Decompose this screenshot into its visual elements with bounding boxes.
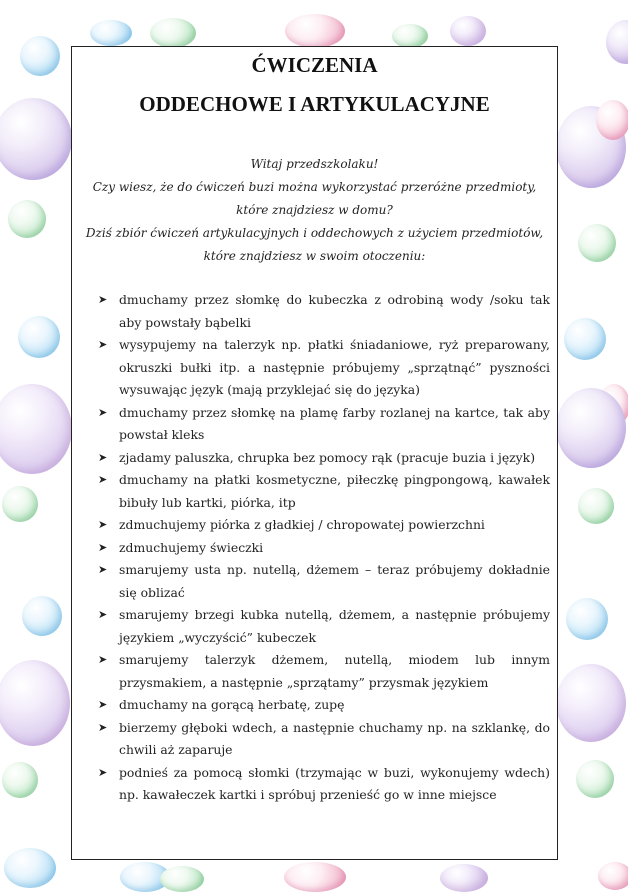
bubble-decoration — [2, 486, 38, 522]
bubble-decoration — [90, 20, 132, 46]
list-item-text: dmuchamy na płatki kosmetyczne, piłeczkę pingpongową, kawałek bibuły lub kartki, piórka, itp — [119, 472, 550, 510]
page-title: ĆWICZENIA — [251, 53, 378, 77]
list-item — [98, 334, 550, 402]
bubble-decoration — [0, 98, 72, 180]
bubble-decoration — [450, 16, 486, 46]
bubble-decoration — [2, 762, 38, 798]
intro-line: które znajdziesz w swoim otoczeniu: — [203, 249, 426, 263]
list-item-text: wysypujemy na talerzyk np. płatki śniadaniowe, ryż preparowany, okruszki bułki itp. a następnie próbujemy „sprzątnąć” pyszności wysuwając język (mają przyklejać się do języka) — [119, 337, 550, 397]
arrowhead-bullet-icon: ➤ — [98, 293, 108, 306]
intro-line: Witaj przedszkolaku! — [250, 157, 379, 171]
arrowhead-bullet-icon: ➤ — [98, 765, 108, 779]
bubble-decoration — [440, 864, 488, 892]
arrowhead-bullet-icon: ➤ — [98, 450, 108, 464]
bubble-decoration — [284, 862, 346, 892]
list-item-text: dmuchamy przez słomkę na plamę farby rozlanej na kartce, tak aby powstał kleks — [119, 404, 550, 442]
list-item-text: dmuchamy na gorącą herbatę, zupę — [119, 697, 345, 712]
intro-text — [72, 153, 557, 268]
bubble-decoration — [18, 316, 60, 358]
bubble-decoration — [8, 200, 46, 238]
list-item-text: zdmuchujemy świeczki — [119, 539, 264, 555]
list-item-text: zdmuchujemy piórka z gładkiej / chropowatej powierzchni — [119, 517, 485, 532]
bubble-decoration — [22, 596, 62, 636]
intro-line: które znajdziesz w domu? — [236, 203, 393, 217]
list-item — [98, 402, 550, 447]
bubble-decoration — [556, 664, 626, 742]
bubble-decoration — [564, 318, 606, 360]
list-item — [98, 289, 550, 334]
intro-line: Czy wiesz, że do ćwiczeń buzi można wykorzystać przeróżne przedmioty, — [92, 180, 537, 194]
list-item-text: smarujemy talerzyk dżemem, nutellą, miodem lub innym przysmakiem, a następnie „sprzątamy” przysmak językiem — [119, 652, 550, 690]
list-item — [98, 604, 550, 649]
bubble-decoration — [0, 660, 70, 746]
bubble-decoration — [578, 488, 614, 524]
list-item — [98, 447, 550, 470]
bubble-decoration — [556, 388, 626, 468]
bubble-decoration — [578, 224, 616, 262]
arrowhead-bullet-icon: ➤ — [98, 338, 108, 351]
bubble-decoration — [0, 384, 72, 474]
arrowhead-bullet-icon: ➤ — [98, 653, 108, 666]
bubble-decoration — [596, 100, 628, 140]
list-item — [98, 717, 550, 762]
arrowhead-bullet-icon: ➤ — [98, 720, 108, 734]
bubble-decoration — [576, 760, 614, 798]
bubble-decoration — [160, 866, 204, 892]
list-item — [98, 469, 550, 514]
list-item-text: podnieś za pomocą słomki (trzymając w buzi, wykonujemy wdech) np. kawałeczek kartki i spróbuj przenieść go w inne miejsce — [119, 764, 550, 802]
page-subtitle: ODDECHOWE I ARTYKULACYJNE — [139, 92, 490, 116]
list-item — [98, 514, 550, 537]
list-item-text: smarujemy usta np. nutellą, dżemem – teraz próbujemy dokładnie się oblizać — [119, 562, 550, 600]
list-item-text: dmuchamy przez słomkę do kubeczka z odrobiną wody /soku tak aby powstały bąbelki — [119, 292, 550, 330]
bubble-decoration — [606, 20, 628, 64]
bubble-decoration — [20, 36, 60, 76]
arrowhead-bullet-icon: ➤ — [98, 518, 108, 531]
list-item — [98, 559, 550, 604]
bubble-decoration — [566, 598, 608, 640]
list-item-text: smarujemy brzegi kubka nutellą, dżemem, a następnie próbujemy językiem „wyczyścić” kubeczek — [119, 607, 550, 645]
arrowhead-bullet-icon: ➤ — [98, 473, 108, 486]
list-item — [98, 762, 550, 807]
intro-line: Dziś zbiór ćwiczeń artykulacyjnych i oddechowych z użyciem przedmiotów, — [85, 226, 544, 240]
arrowhead-bullet-icon: ➤ — [98, 540, 108, 554]
list-item-text: bierzemy głęboki wdech, a następnie chuchamy np. na szklankę, do chwili aż zaparuje — [119, 719, 550, 757]
bubble-decoration — [4, 848, 56, 888]
list-item — [98, 649, 550, 694]
arrowhead-bullet-icon: ➤ — [98, 698, 108, 711]
exercise-list — [98, 289, 550, 807]
bubble-decoration — [598, 862, 628, 890]
list-item — [98, 694, 550, 717]
arrowhead-bullet-icon: ➤ — [98, 608, 108, 621]
arrowhead-bullet-icon: ➤ — [98, 405, 108, 419]
worksheet-card — [71, 46, 558, 860]
bubble-decoration — [150, 18, 196, 48]
bubble-decoration — [285, 14, 345, 48]
arrowhead-bullet-icon: ➤ — [98, 563, 108, 576]
list-item — [98, 537, 550, 560]
bubble-decoration — [392, 24, 428, 48]
list-item-text: zjadamy paluszka, chrupka bez pomocy rąk (pracuje buzia i język) — [119, 449, 536, 465]
